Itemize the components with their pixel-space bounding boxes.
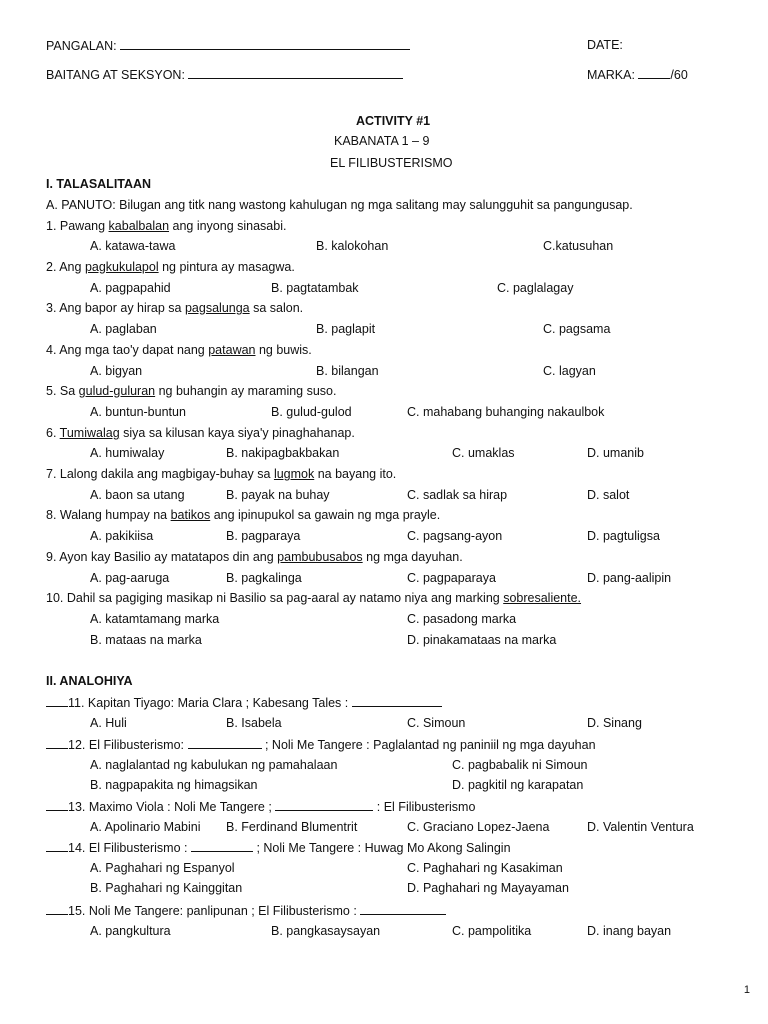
choice-option[interactable]: A. pagpapahid: [90, 281, 171, 295]
choice-option[interactable]: B. kalokohan: [316, 239, 389, 253]
analogy-number: 15.: [68, 904, 89, 918]
question-text: 9. Ayon kay Basilio ay matatapos din ang: [46, 550, 278, 564]
choice-option[interactable]: B. paglapit: [316, 322, 376, 336]
page-number: 1: [743, 984, 750, 996]
choice-option[interactable]: D. pang-aalipin: [587, 571, 672, 585]
analogy-text: ; Noli Me Tangere : Huwag Mo Akong Salingin: [252, 841, 511, 855]
choice-option[interactable]: A. paglaban: [90, 322, 157, 336]
answer-blank[interactable]: [46, 799, 68, 811]
analogy-number: 12.: [68, 738, 89, 752]
analogy-text: Noli Me Tangere: panlipunan ; El Filibusterismo :: [88, 904, 361, 918]
question-text: ang inyong sinasabi.: [169, 219, 287, 233]
choice-option[interactable]: B. bilangan: [316, 364, 379, 378]
choice-option[interactable]: A. Paghahari ng Espanyol: [90, 861, 235, 875]
question-text: siya sa kilusan kaya siya'y pinaghahanap.: [119, 426, 355, 440]
choice-option[interactable]: C. paglalagay: [497, 281, 574, 295]
question-7: [46, 467, 396, 482]
choice-option[interactable]: D. Sinang: [587, 716, 642, 730]
question-text: 1. Pawang: [46, 219, 109, 233]
section-label: BAITANG AT SEKSYON:: [46, 68, 185, 82]
analogy-blank[interactable]: [352, 695, 442, 707]
analogy-text: El Filibusterismo:: [88, 738, 188, 752]
question-text: 10. Dahil sa pagiging masikap ni Basilio sa pag-aaral ay natamo niya ang marking: [46, 591, 504, 605]
choice-option[interactable]: A. pakikiisa: [90, 529, 154, 543]
score-line: [587, 67, 688, 83]
question-text: 5. Sa: [46, 384, 79, 398]
section2-heading: II. ANALOHIYA: [46, 674, 133, 688]
choice-option[interactable]: D. umanib: [587, 446, 644, 460]
analogy-11: [46, 695, 442, 711]
choice-option[interactable]: A. katamtamang marka: [90, 612, 220, 626]
question-text: 8. Walang humpay na: [46, 508, 171, 522]
question-text: ang ipinupukol sa gawain ng mga prayle.: [210, 508, 441, 522]
analogy-text: Maximo Viola : Noli Me Tangere ;: [88, 800, 276, 814]
score-label: MARKA:: [587, 68, 635, 82]
choice-option[interactable]: A. humiwalay: [90, 446, 165, 460]
choice-option[interactable]: D. pagkitil ng karapatan: [452, 778, 584, 792]
choice-option[interactable]: C. pagpaparaya: [407, 571, 496, 585]
section1-instruction: A. PANUTO: Bilugan ang titk nang wastong kahulugan ng mga salitang may salungguhit sa pangungusap.: [46, 198, 633, 212]
question-10: [46, 591, 581, 606]
analogy-text: : El Filibusterismo: [373, 800, 476, 814]
analogy-13: [46, 799, 475, 815]
choice-option[interactable]: C. umaklas: [452, 446, 515, 460]
choice-option[interactable]: C. pasadong marka: [407, 612, 517, 626]
answer-blank[interactable]: [46, 737, 68, 749]
name-label: PANGALAN:: [46, 39, 117, 53]
question-text: 2. Ang: [46, 260, 85, 274]
analogy-text: ; Noli Me Tangere : Paglalantad ng paniniil ng mga dayuhan: [261, 738, 596, 752]
choice-option[interactable]: C. pagsama: [543, 322, 611, 336]
choice-option[interactable]: D. Paghahari ng Mayayaman: [407, 881, 569, 895]
underlined-word: sobresaliente.: [503, 591, 582, 605]
choice-option[interactable]: C. sadlak sa hirap: [407, 488, 508, 502]
choice-option[interactable]: A. Huli: [90, 716, 127, 730]
book-title: EL FILIBUSTERISMO: [330, 156, 453, 170]
answer-blank[interactable]: [46, 903, 68, 915]
question-text: ng mga dayuhan.: [362, 550, 463, 564]
question-3: [46, 301, 303, 316]
question-text: 6.: [46, 426, 60, 440]
choice-option[interactable]: C. Graciano Lopez-Jaena: [407, 820, 550, 834]
question-text: 4. Ang mga tao'y dapat nang: [46, 343, 209, 357]
underlined-word: pagsalunga: [184, 301, 250, 315]
choice-option[interactable]: D. pinakamataas na marka: [407, 633, 557, 647]
question-4: [46, 343, 312, 358]
underlined-word: pagkukulapol: [84, 260, 159, 274]
section1-heading: I. TALASALITAAN: [46, 177, 152, 191]
underlined-word: patawan: [208, 343, 256, 357]
question-text: ng pintura ay masagwa.: [158, 260, 295, 274]
choice-option[interactable]: C. lagyan: [543, 364, 596, 378]
choice-option[interactable]: B. nagpapakita ng himagsikan: [90, 778, 258, 792]
question-6: [46, 426, 355, 441]
choice-option[interactable]: A. bigyan: [90, 364, 143, 378]
choice-option[interactable]: A. baon sa utang: [90, 488, 185, 502]
question-1: [46, 219, 286, 234]
choice-option[interactable]: D. inang bayan: [587, 924, 672, 938]
choice-option[interactable]: B. Isabela: [226, 716, 282, 730]
choice-option[interactable]: B. gulud-gulod: [271, 405, 352, 419]
question-text: sa salon.: [249, 301, 304, 315]
analogy-number: 13.: [68, 800, 89, 814]
question-8: [46, 508, 440, 523]
analogy-blank[interactable]: [360, 903, 446, 915]
choice-option[interactable]: D. Valentin Ventura: [587, 820, 694, 834]
analogy-blank[interactable]: [275, 799, 373, 811]
choice-option[interactable]: C. Paghahari ng Kasakiman: [407, 861, 563, 875]
question-5: [46, 384, 337, 399]
analogy-text: El Filibusterismo :: [88, 841, 191, 855]
analogy-blank[interactable]: [191, 840, 253, 852]
choice-option[interactable]: C. Simoun: [407, 716, 466, 730]
question-2: [46, 260, 295, 275]
analogy-14: [46, 840, 511, 856]
date-label: DATE:: [587, 38, 623, 52]
underlined-word: gulud-guluran: [78, 384, 156, 398]
choice-option[interactable]: C.katusuhan: [543, 239, 614, 253]
choice-option[interactable]: D. salot: [587, 488, 630, 502]
choice-option[interactable]: A. pangkultura: [90, 924, 171, 938]
analogy-number: 14.: [68, 841, 89, 855]
underlined-word: batikos: [170, 508, 211, 522]
answer-blank[interactable]: [46, 695, 68, 707]
choice-option[interactable]: C. pagbabalik ni Simoun: [452, 758, 588, 772]
choice-option[interactable]: D. pagtuligsa: [587, 529, 660, 543]
analogy-number: 11.: [68, 696, 88, 710]
name-field[interactable]: [120, 38, 410, 50]
underlined-word: kabalbalan: [108, 219, 170, 233]
choice-option[interactable]: C. pagsang-ayon: [407, 529, 503, 543]
underlined-word: lugmok: [273, 467, 315, 481]
choice-option[interactable]: B. Ferdinand Blumentrit: [226, 820, 358, 834]
choice-option[interactable]: B. payak na buhay: [226, 488, 330, 502]
choice-option[interactable]: B. pagparaya: [226, 529, 301, 543]
score-total: /60: [670, 68, 688, 82]
answer-blank[interactable]: [46, 840, 68, 852]
question-text: ng buwis.: [255, 343, 312, 357]
choice-option[interactable]: A. naglalantad ng kabulukan ng pamahalaan: [90, 758, 338, 772]
choice-option[interactable]: B. pangkasaysayan: [271, 924, 381, 938]
analogy-12: [46, 737, 596, 753]
question-text: na bayang ito.: [314, 467, 397, 481]
section-field[interactable]: [188, 67, 403, 79]
score-field[interactable]: [638, 67, 670, 79]
choice-option[interactable]: B. pagtatambak: [271, 281, 359, 295]
choice-option[interactable]: A. buntun-buntun: [90, 405, 186, 419]
choice-option[interactable]: C. mahabang buhanging nakaulbok: [407, 405, 605, 419]
analogy-blank[interactable]: [188, 737, 262, 749]
choice-option[interactable]: B. Paghahari ng Kainggitan: [90, 881, 243, 895]
section-line: [46, 67, 403, 83]
question-text: 3. Ang bapor ay hirap sa: [46, 301, 185, 315]
question-text: 7. Lalong dakila ang magbigay-buhay sa: [46, 467, 274, 481]
underlined-word: pambubusabos: [277, 550, 363, 564]
choice-option[interactable]: A. katawa-tawa: [90, 239, 176, 253]
question-9: [46, 550, 463, 565]
activity-title: ACTIVITY #1: [356, 114, 431, 128]
choice-option[interactable]: A. pag-aaruga: [90, 571, 170, 585]
choice-option[interactable]: C. pampolitika: [452, 924, 532, 938]
choice-option[interactable]: B. pagkalinga: [226, 571, 302, 585]
analogy-15: [46, 903, 446, 919]
chapters-title: KABANATA 1 – 9: [334, 134, 430, 148]
analogy-text: Kapitan Tiyago: Maria Clara ; Kabesang Tales :: [87, 696, 352, 710]
name-line: [46, 38, 410, 54]
underlined-word: Tumiwalag: [59, 426, 120, 440]
choice-option[interactable]: B. mataas na marka: [90, 633, 202, 647]
choice-option[interactable]: B. nakipagbakbakan: [226, 446, 340, 460]
choice-option[interactable]: A. Apolinario Mabini: [90, 820, 201, 834]
question-text: ng buhangin ay maraming suso.: [155, 384, 337, 398]
